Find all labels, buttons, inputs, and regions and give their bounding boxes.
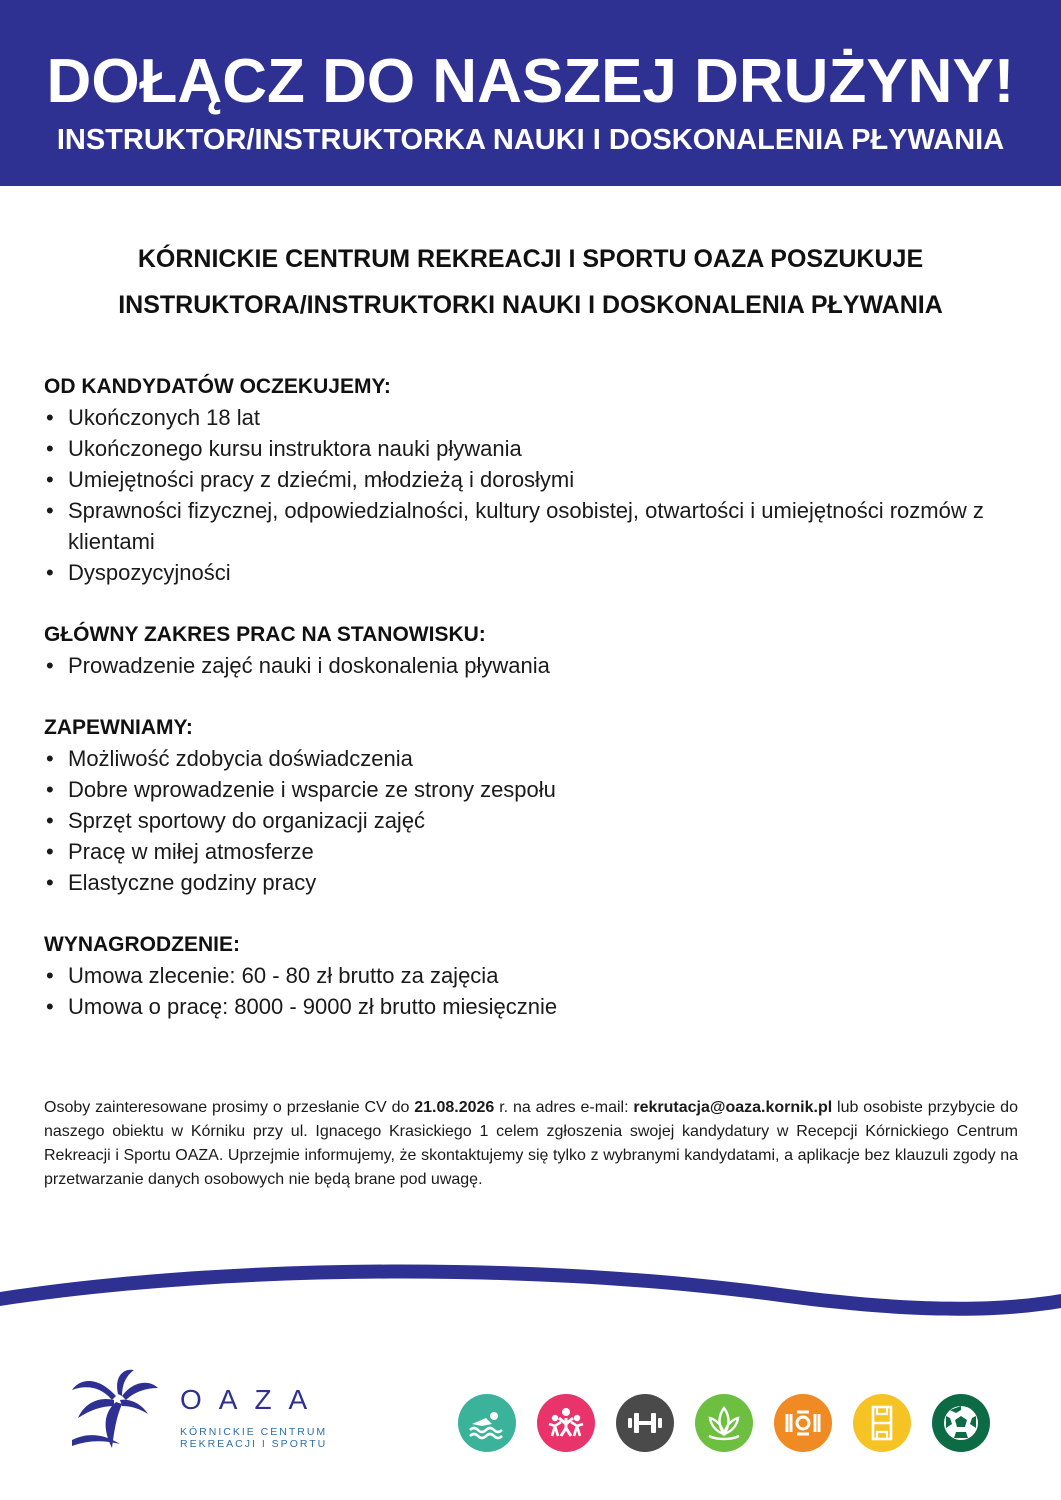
section-salary	[44, 930, 1024, 1022]
list-item: • Dyspozycyjności	[44, 557, 1024, 588]
kids-activity-icon	[537, 1394, 595, 1452]
list-item: • Ukończonego kursu instruktora nauki pływania	[44, 433, 1024, 464]
headline-line-1: KÓRNICKIE CENTRUM REKREACJI I SPORTU OAZA POSZUKUJE	[137, 245, 924, 273]
list-item: • Umiejętności pracy z dziećmi, młodzieżą i dorosłymi	[44, 464, 1024, 495]
list-item: • Sprawności fizycznej, odpowiedzialności, kultury osobistej, otwartości i umiejętności rozmów z klientami	[44, 495, 1024, 557]
list-item: • Sprzęt sportowy do organizacji zajęć	[44, 805, 1024, 836]
headline-line-2: INSTRUKTORA/INSTRUKTORKI NAUKI I DOSKONALENIA PŁYWANIA	[118, 291, 943, 319]
page-title: DOŁĄCZ DO NASZEJ DRUŻYNY!	[46, 47, 1015, 116]
section-duties	[44, 620, 1024, 681]
list-item: • Możliwość zdobycia doświadczenia	[44, 743, 1024, 774]
note-text: Osoby zainteresowane prosimy o przesłanie CV do	[44, 1099, 415, 1116]
section-title: OD KANDYDATÓW OCZEKUJEMY:	[44, 375, 391, 398]
note-text: r. na adres e-mail:	[494, 1099, 634, 1116]
list-item: • Umowa zlecenie: 60 - 80 zł brutto za zajęcia	[44, 960, 1024, 991]
list-item: • Umowa o pracę: 8000 - 9000 zł brutto miesięcznie	[44, 991, 1024, 1022]
wellness-lotus-icon	[695, 1394, 753, 1452]
section-title: ZAPEWNIAMY:	[44, 716, 193, 739]
bullet-list	[44, 650, 1024, 681]
gym-icon	[616, 1394, 674, 1452]
oaza-logo	[68, 1368, 358, 1458]
bullet-list	[44, 743, 1024, 898]
logo-name: OAZA	[180, 1384, 325, 1415]
wave-divider	[0, 1260, 1061, 1340]
list-item: • Prowadzenie zajęć nauki i doskonalenia pływania	[44, 650, 1024, 681]
fitness-icon	[774, 1394, 832, 1452]
bullet-list	[44, 960, 1024, 1022]
section-title: GŁÓWNY ZAKRES PRAC NA STANOWISKU:	[44, 623, 486, 646]
email-address[interactable]: rekrutacja@oaza.kornik.pl	[633, 1099, 833, 1116]
palm-tree-icon	[68, 1368, 168, 1458]
bullet-list	[44, 402, 1024, 588]
headline	[0, 236, 1061, 328]
logo-subtitle-line-1: KÓRNICKIE CENTRUM	[180, 1426, 328, 1438]
list-item: • Ukończonych 18 lat	[44, 402, 1024, 433]
logo-subtitle-line-2: REKREACJI I SPORTU	[180, 1438, 328, 1450]
section-title: WYNAGRODZENIE:	[44, 933, 240, 956]
list-item: • Elastyczne godziny pracy	[44, 867, 1024, 898]
list-item: • Dobre wprowadzenie i wsparcie ze strony zespołu	[44, 774, 1024, 805]
page-subtitle: INSTRUKTOR/INSTRUKTORKA NAUKI I DOSKONALENIA PŁYWANIA	[56, 124, 1005, 156]
sports-court-icon	[853, 1394, 911, 1452]
list-item: • Pracę w miłej atmosferze	[44, 836, 1024, 867]
swimming-icon	[458, 1394, 516, 1452]
section-requirements	[44, 372, 1024, 588]
application-note	[44, 1096, 1018, 1192]
offer-content	[44, 372, 1024, 1022]
football-icon	[932, 1394, 990, 1452]
header-banner	[0, 0, 1061, 186]
deadline-date: 21.08.2026	[414, 1099, 495, 1116]
section-benefits	[44, 713, 1024, 898]
note-text: lub osobiste przybycie do naszego obiektu w Kórniku przy ul. Ignacego Krasickiego 1 celem zgłoszenia swojej kandydatury w Recepcji Kórnickiego Centrum Rekreacji i Sportu OAZA. Uprzejmie informujemy, że skontaktujemy się tylko z wybranymi kandydatami, a aplikacje bez klauzuli zgody na przetwarzanie danych osobowych nie będą brane pod uwagę.	[44, 1099, 1018, 1188]
